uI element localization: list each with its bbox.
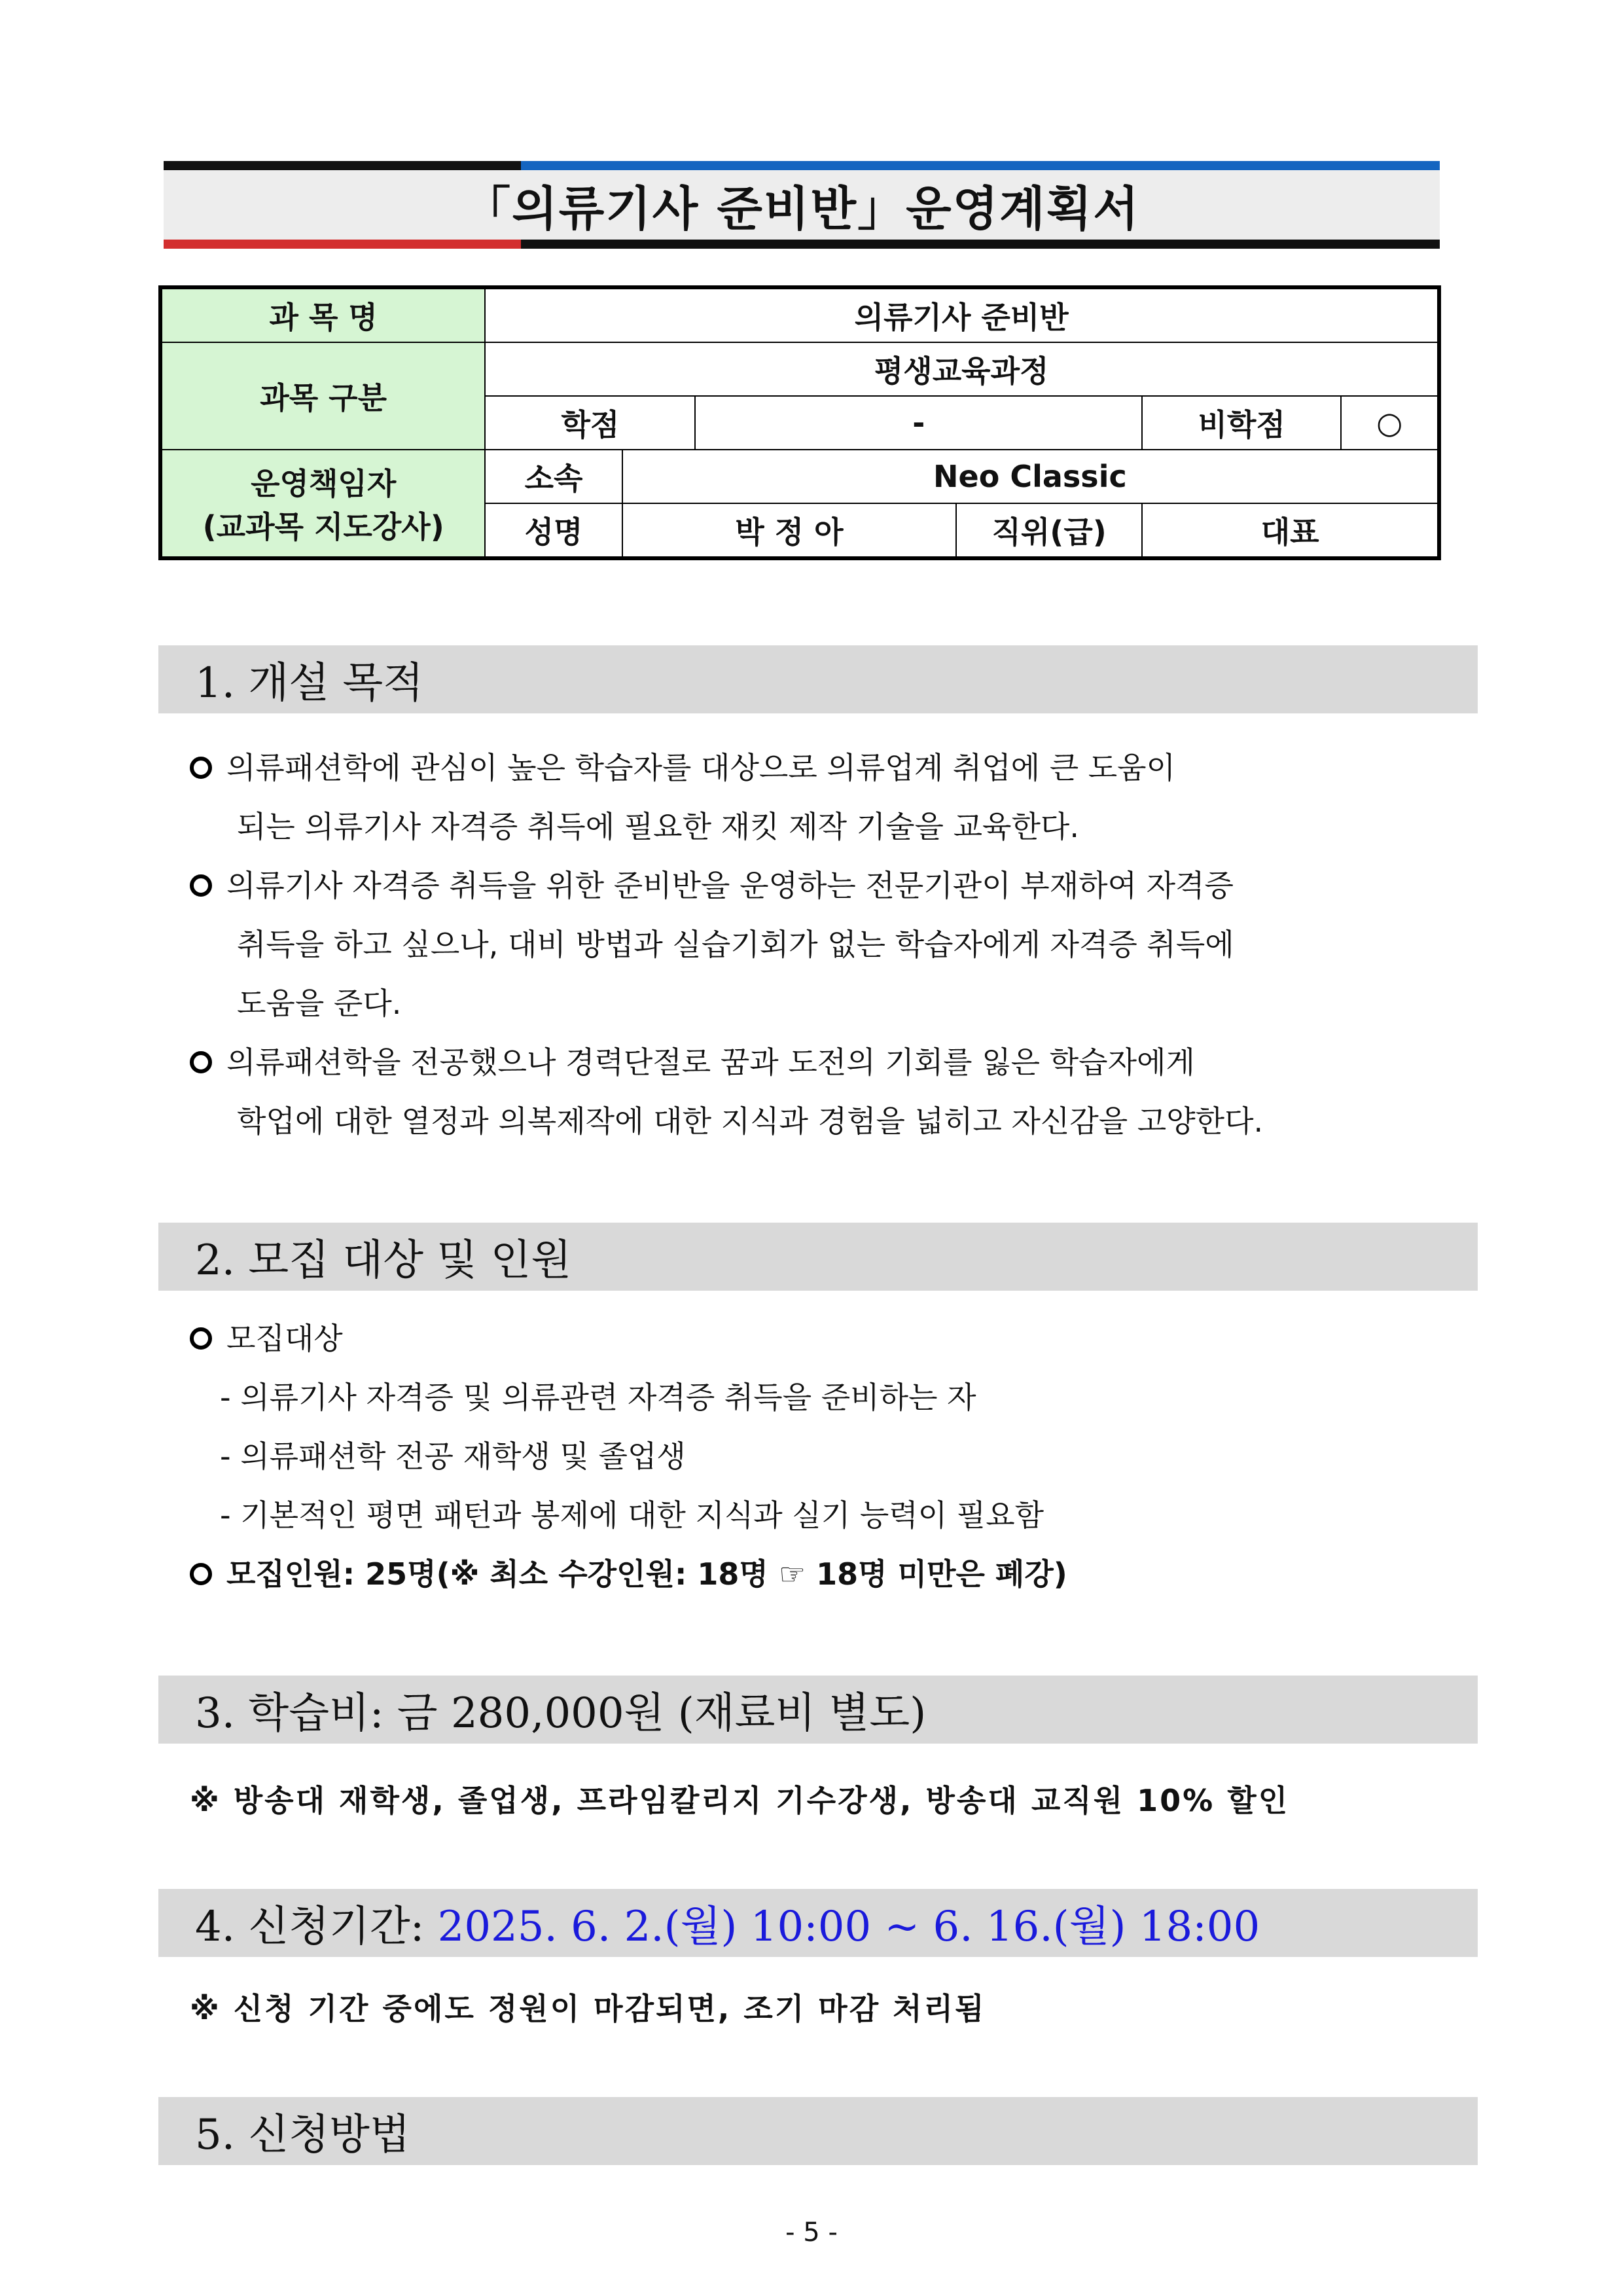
section-3-heading: 3. 학습비: 금 280,000원 (재료비 별도) [195,1689,927,1738]
manager-label [160,450,485,558]
list-item: 의류패션학을 전공했으나 경력단절로 꿈과 도전의 기회를 잃은 학습자에게 [190,1033,1195,1092]
target-item: - 기본적인 평면 패턴과 봉제에 대한 지식과 실기 능력이 필요함 [220,1498,1044,1533]
course-name-label: 과 목 명 [160,287,485,342]
list-item-continuation: 취득을 하고 싶으나, 대비 방법과 실습기회가 없는 학습자에게 자격증 취득에 [237,927,1234,962]
section-5-header [158,2097,1478,2165]
position-label: 직위(급) [956,503,1142,558]
list-item: 의류기사 자격증 취득을 위한 준비반을 운영하는 전문기관이 부재하여 자격증 [190,856,1234,915]
page-number: - 5 - [785,2217,838,2248]
name-value: 박 정 아 [622,503,956,558]
target-item: - 의류패션학 전공 재학생 및 졸업생 [220,1439,686,1474]
list-item: 모집대상 [190,1309,343,1368]
section-2-heading: 2. 모집 대상 및 인원 [195,1236,572,1285]
target-item: - 의류기사 자격증 및 의류관련 자격증 취득을 준비하는 자 [220,1380,976,1415]
credit-value: - [695,396,1142,450]
section-1-heading: 1. 개설 목적 [195,659,424,708]
section-3-header [158,1676,1478,1744]
noncredit-value: ○ [1341,396,1439,450]
section-5-heading: 5. 신청방법 [195,2111,410,2159]
course-info-table [158,285,1441,560]
list-item-continuation: 학업에 대한 열정과 의복제작에 대한 지식과 경험을 넓히고 자신감을 고양한다. [237,1103,1264,1139]
early-close-note: ※ 신청 기간 중에도 정원이 마감되면, 조기 마감 처리됨 [190,1991,986,2026]
affiliation-value: Neo Classic [622,450,1439,503]
application-period: 2025. 6. 2.(월) 10:00 ~ 6. 16.(월) 18:00 [437,1903,1260,1951]
section-1-header [158,645,1478,713]
manager-label-line2: (교과목 지도강사) [202,509,444,545]
section-2-header [158,1223,1478,1291]
list-item-continuation: 되는 의류기사 자격증 취득에 필요한 재킷 제작 기술을 교육한다. [237,809,1079,844]
circle-bullet-icon [190,1327,212,1350]
list-item-continuation: 도움을 준다. [237,986,402,1021]
title-bottom-rule [164,240,1440,249]
category-value: 평생교육과정 [485,342,1439,396]
credit-label: 학점 [485,396,695,450]
title-top-rule [164,161,1440,170]
section-4-heading: 4. 신청기간: 2025. 6. 2.(월) 10:00 ~ 6. 16.(월) 18:00 [195,1903,1260,1951]
table-row [160,287,1439,342]
table-row [160,450,1439,503]
circle-bullet-icon [190,1051,212,1073]
section-4-header [158,1889,1478,1957]
course-name-value: 의류기사 준비반 [485,287,1439,342]
capacity-item: 모집인원: 25명(※ 최소 수강인원: 18명 ☞ 18명 미만은 폐강) [190,1545,1067,1604]
circle-bullet-icon [190,1563,212,1585]
noncredit-label: 비학점 [1142,396,1341,450]
circle-bullet-icon [190,874,212,897]
document-title-banner [164,161,1440,249]
list-item: 의류패션학에 관심이 높은 학습자를 대상으로 의류업계 취업에 큰 도움이 [190,738,1175,797]
document-title: 「의류기사 준비반」운영계획서 [463,181,1140,236]
name-label: 성명 [485,503,622,558]
circle-bullet-icon [190,757,212,779]
category-label: 과목 구분 [160,342,485,450]
affiliation-label: 소속 [485,450,622,503]
position-value: 대표 [1142,503,1439,558]
discount-note: ※ 방송대 재학생, 졸업생, 프라임칼리지 기수강생, 방송대 교직원 10% 할인 [190,1783,1290,1818]
table-row [160,342,1439,396]
manager-label-line1: 운영책임자 [251,466,397,501]
